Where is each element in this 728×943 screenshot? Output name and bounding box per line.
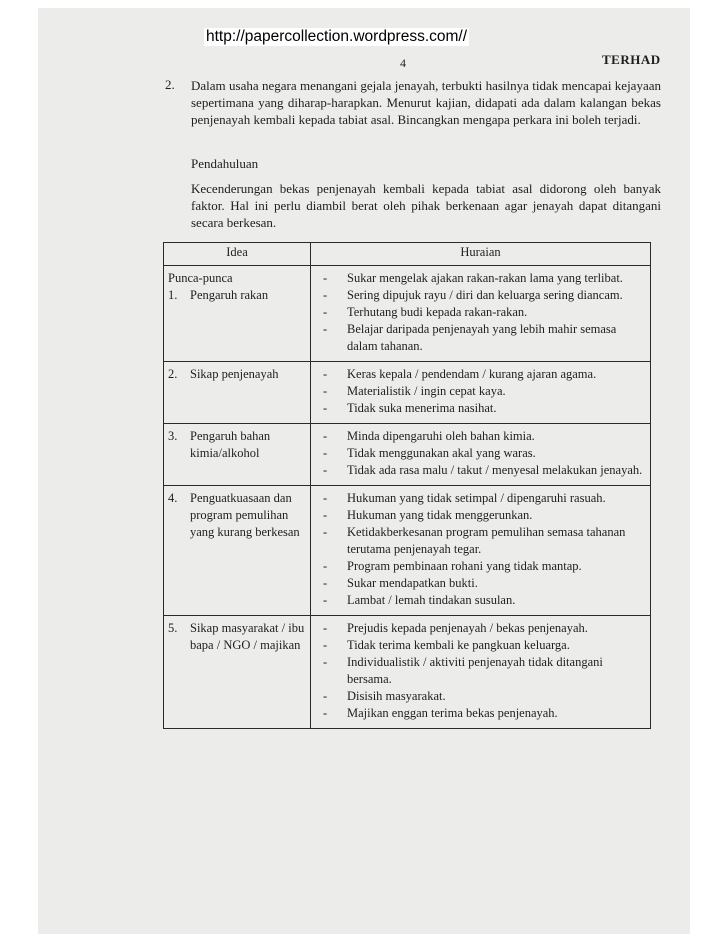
watermark-url: http://papercollection.wordpress.com// [206, 28, 468, 45]
idea-number: 5. [168, 621, 178, 635]
dash-bullet: - [323, 576, 328, 590]
idea-cell [164, 616, 311, 729]
dash-bullet: - [323, 655, 328, 669]
description-point [319, 287, 646, 304]
table-row [164, 486, 651, 616]
description-point [319, 507, 646, 524]
dash-bullet: - [323, 367, 328, 381]
description-point-text: Majikan enggan terima bekas penjenayah. [347, 706, 558, 720]
idea-item [168, 287, 306, 304]
dash-bullet: - [323, 463, 328, 477]
description-point [319, 592, 646, 609]
description-cell [311, 616, 651, 729]
description-point [319, 705, 646, 722]
idea-text: Pengaruh rakan [190, 288, 269, 302]
description-point-text: Ketidakberkesanan program pemulihan semasa tahanan terutama penjenayah tegar. [347, 525, 626, 556]
description-cell [311, 266, 651, 362]
dash-bullet: - [323, 638, 328, 652]
dash-bullet: - [323, 593, 328, 607]
table-row [164, 424, 651, 486]
description-cell [311, 424, 651, 486]
table-row [164, 266, 651, 362]
dash-bullet: - [323, 491, 328, 505]
dash-bullet: - [323, 305, 328, 319]
table-header-idea: Idea [164, 243, 311, 266]
description-point [319, 637, 646, 654]
description-point-text: Tidak terima kembali ke pangkuan keluarga. [347, 638, 570, 652]
dash-bullet: - [323, 429, 328, 443]
restricted-label: TERHAD [602, 52, 661, 67]
description-point-text: Tidak menggunakan akal yang waras. [347, 446, 536, 460]
idea-number: 2. [168, 367, 178, 381]
dash-bullet: - [323, 559, 328, 573]
document-page [38, 8, 690, 934]
description-point-text: Individualistik / aktiviti penjenayah tidak ditangani bersama. [347, 655, 603, 686]
idea-number: 4. [168, 491, 178, 505]
description-point [319, 321, 646, 355]
description-point-text: Program pembinaan rohani yang tidak mantap. [347, 559, 582, 573]
description-point-text: Minda dipengaruhi oleh bahan kimia. [347, 429, 535, 443]
table-row [164, 616, 651, 729]
description-point [319, 366, 646, 383]
idea-cell [164, 362, 311, 424]
introduction-heading: Pendahuluan [191, 156, 259, 171]
description-point [319, 462, 646, 479]
description-cell [311, 486, 651, 616]
idea-text: Sikap masyarakat / ibu bapa / NGO / majikan [190, 621, 305, 652]
description-point-text: Keras kepala / pendendam / kurang ajaran agama. [347, 367, 597, 381]
idea-number: 1. [168, 288, 178, 302]
description-point-text: Disisih masyarakat. [347, 689, 446, 703]
description-point [319, 383, 646, 400]
description-point [319, 428, 646, 445]
dash-bullet: - [323, 621, 328, 635]
question-number: 2. [165, 77, 175, 92]
description-point [319, 688, 646, 705]
description-point [319, 270, 646, 287]
description-point [319, 400, 646, 417]
description-point-text: Belajar daripada penjenayah yang lebih mahir semasa dalam tahanan. [347, 322, 617, 353]
idea-item [168, 428, 306, 462]
dash-bullet: - [323, 689, 328, 703]
description-point-text: Prejudis kepada penjenayah / bekas penjenayah. [347, 621, 588, 635]
dash-bullet: - [323, 525, 328, 539]
description-point-text: Materialistik / ingin cepat kaya. [347, 384, 506, 398]
table-header-row [164, 243, 651, 266]
idea-section-label: Punca-punca [168, 271, 233, 285]
idea-item [168, 620, 306, 654]
dash-bullet: - [323, 322, 328, 336]
description-point-text: Terhutang budi kepada rakan-rakan. [347, 305, 528, 319]
description-point-text: Sukar mendapatkan bukti. [347, 576, 478, 590]
idea-item [168, 366, 306, 383]
dash-bullet: - [323, 706, 328, 720]
description-point [319, 575, 646, 592]
description-point [319, 304, 646, 321]
description-point [319, 620, 646, 637]
idea-cell [164, 486, 311, 616]
dash-bullet: - [323, 271, 328, 285]
table-header-description: Huraian [311, 243, 651, 266]
page-number: 4 [400, 56, 406, 70]
description-point [319, 654, 646, 688]
description-cell [311, 362, 651, 424]
idea-cell [164, 266, 311, 362]
question-text: Dalam usaha negara menangani gejala jenayah, terbukti hasilnya tidak mencapai kejayaan sepertimana yang diharap-harapkan. Menurut kajian, didapati ada dalam kalangan bekas penjenayah kembali kepada tabiat asal. Bincangkan mengapa perkara ini boleh terjadi. [191, 78, 661, 127]
idea-cell [164, 424, 311, 486]
description-point [319, 490, 646, 507]
description-point [319, 524, 646, 558]
dash-bullet: - [323, 508, 328, 522]
description-point-text: Sukar mengelak ajakan rakan-rakan lama yang terlibat. [347, 271, 623, 285]
dash-bullet: - [323, 446, 328, 460]
description-point-text: Sering dipujuk rayu / diri dan keluarga sering diancam. [347, 288, 623, 302]
description-point [319, 558, 646, 575]
description-point-text: Tidak suka menerima nasihat. [347, 401, 497, 415]
idea-text: Penguatkuasaan dan program pemulihan yang kurang berkesan [190, 491, 300, 539]
description-point-text: Hukuman yang tidak menggerunkan. [347, 508, 533, 522]
table-row [164, 362, 651, 424]
idea-text: Pengaruh bahan kimia/alkohol [190, 429, 271, 460]
description-point-text: Hukuman yang tidak setimpal / dipengaruhi rasuah. [347, 491, 606, 505]
dash-bullet: - [323, 288, 328, 302]
dash-bullet: - [323, 384, 328, 398]
idea-number: 3. [168, 429, 178, 443]
idea-text: Sikap penjenayah [190, 367, 279, 381]
description-point-text: Lambat / lemah tindakan susulan. [347, 593, 516, 607]
description-point [319, 445, 646, 462]
dash-bullet: - [323, 401, 328, 415]
introduction-text: Kecenderungan bekas penjenayah kembali kepada tabiat asal didorong oleh banyak faktor. Hal ini perlu diambil berat oleh pihak berkenaan agar jenayah dapat ditangani secara berkesan. [191, 181, 661, 230]
table-body [164, 266, 651, 729]
idea-item [168, 490, 306, 541]
answer-table [163, 242, 651, 729]
description-point-text: Tidak ada rasa malu / takut / menyesal melakukan jenayah. [347, 463, 643, 477]
